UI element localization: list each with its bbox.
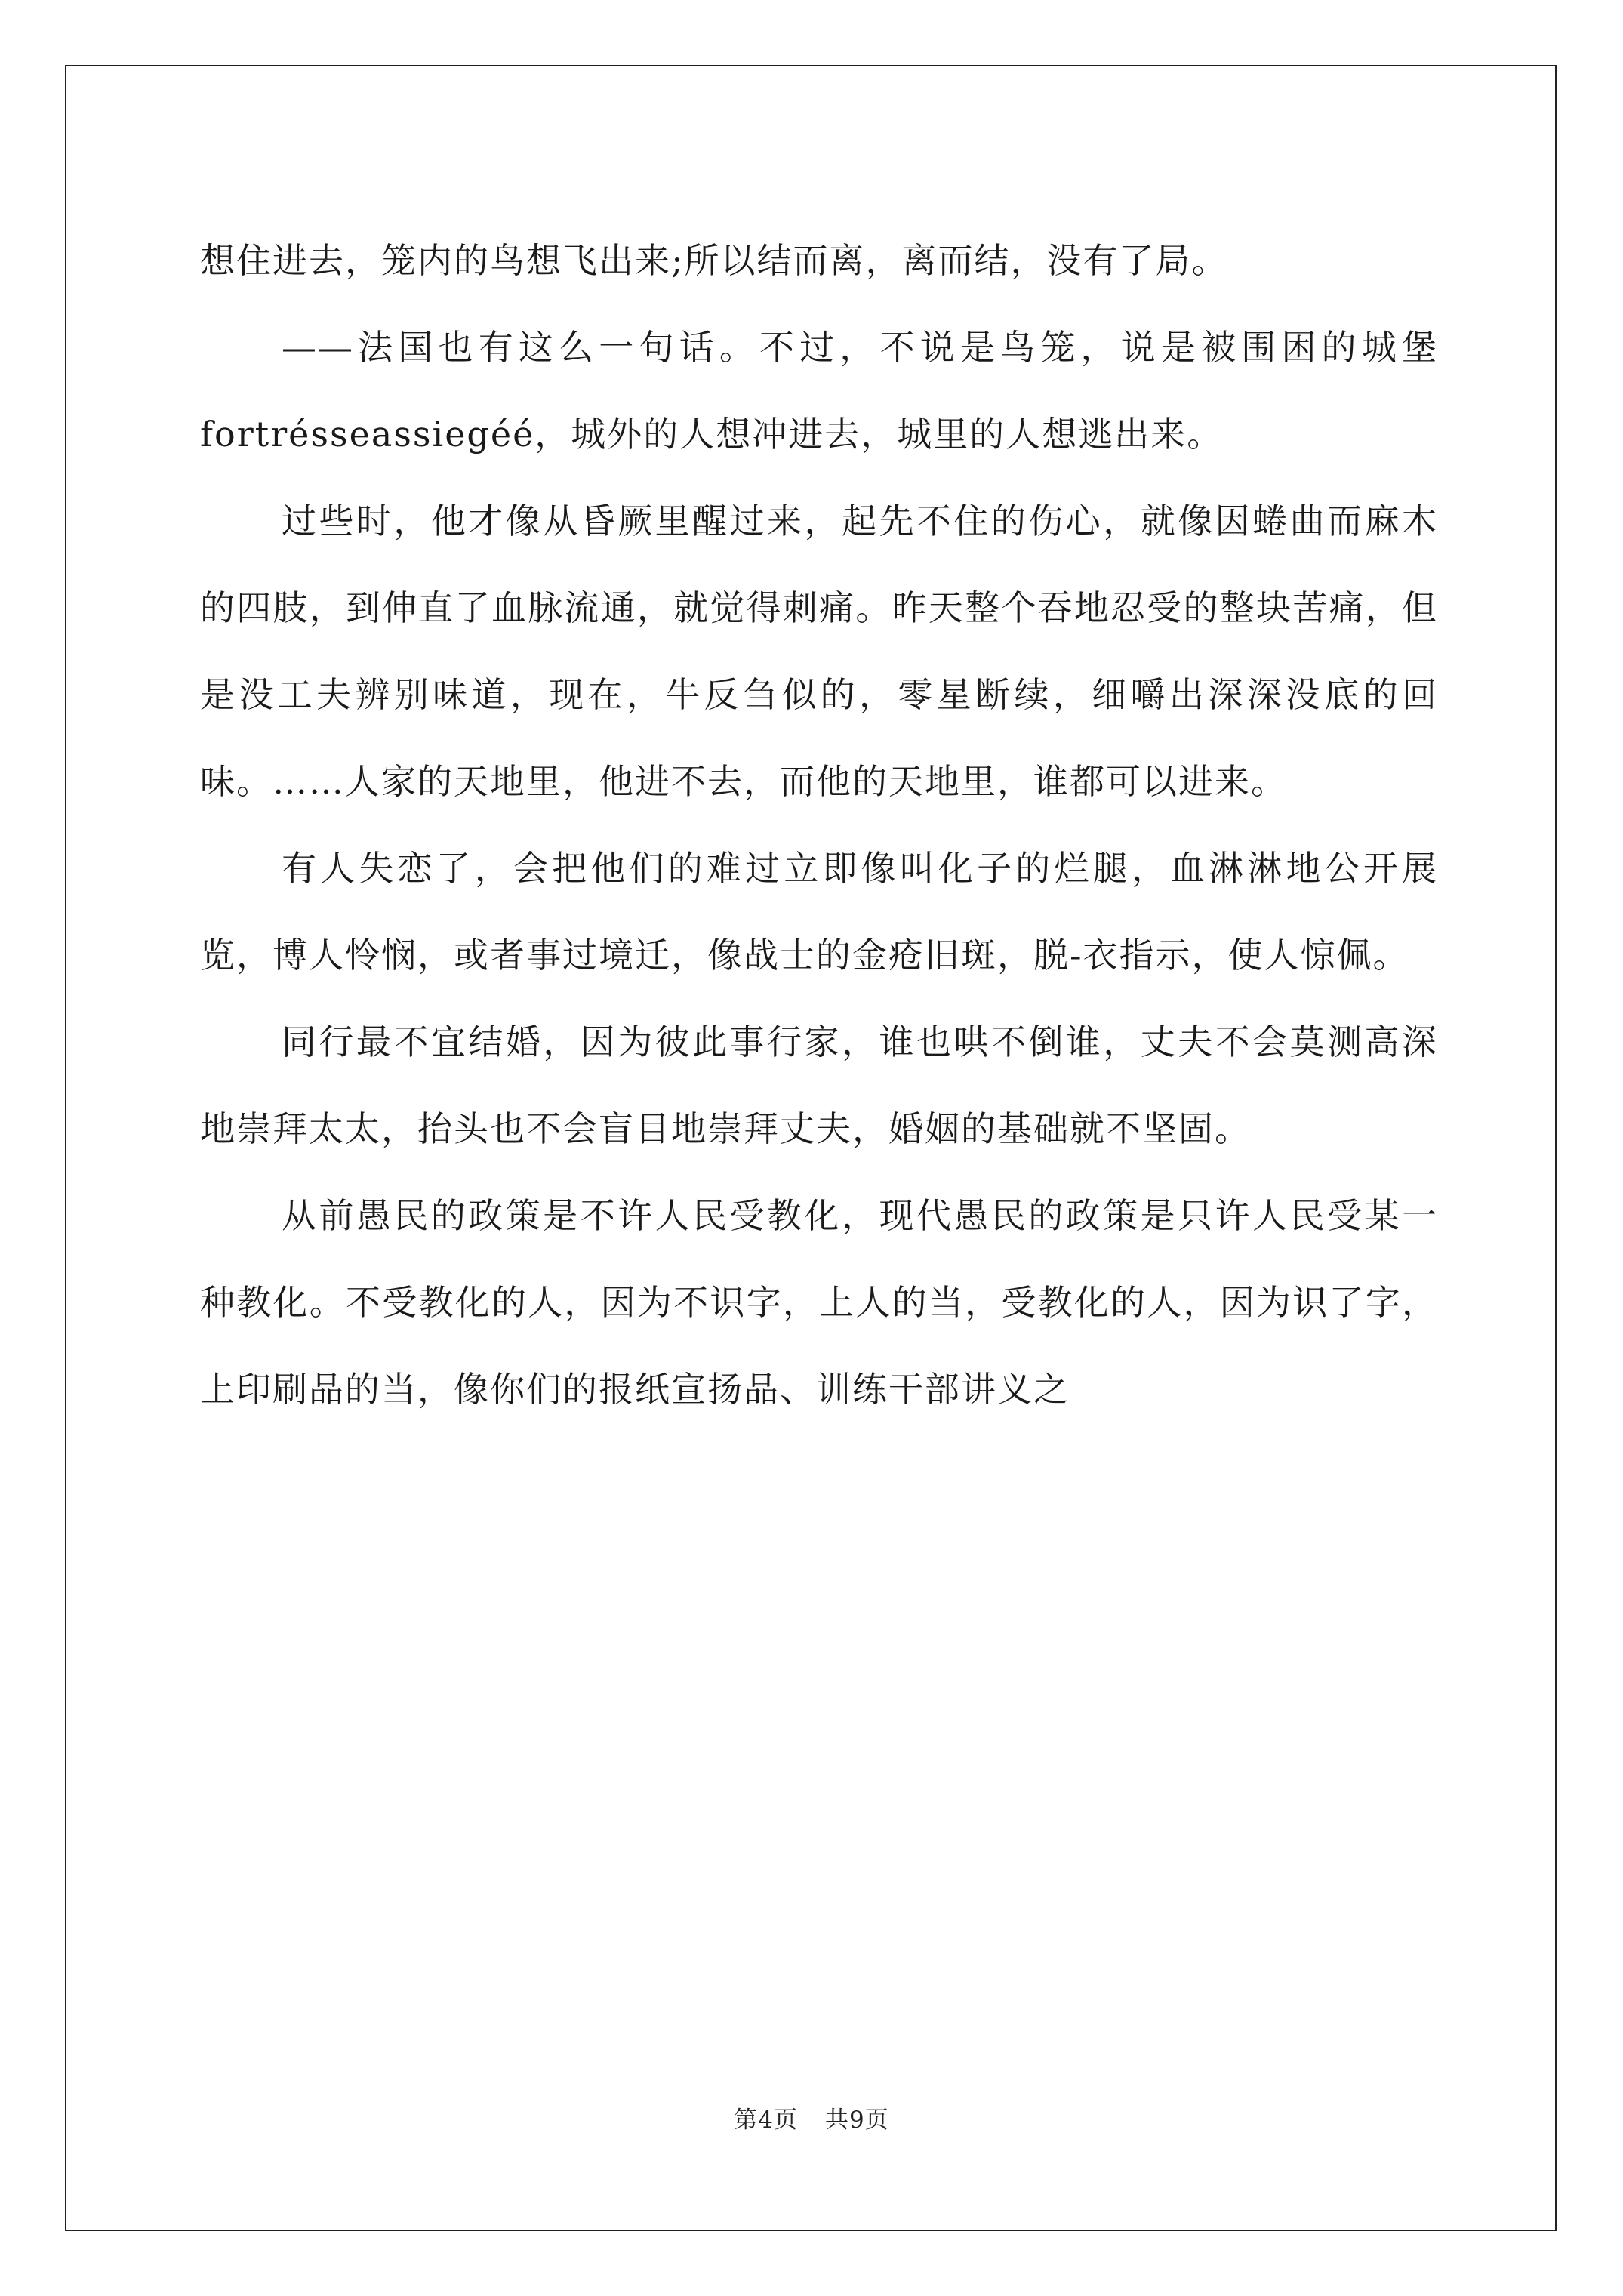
paragraph-3: 过些时，他才像从昏厥里醒过来，起先不住的伤心，就像因蜷曲而麻木的四肢，到伸直了血脉流通，就觉得刺痛。昨天整个吞地忍受的整块苦痛，但是没工夫辨别味道，现在，牛反刍似的，零星断续，细嚼出深深没底的回味。……人家的天地里，他进不去，而他的天地里，谁都可以进来。 (200, 501, 1438, 802)
page-number-current: 第4页 (734, 2106, 798, 2134)
page-number-total: 共9页 (825, 2106, 889, 2134)
paragraph-1: 想住进去，笼内的鸟想飞出来;所以结而离，离而结，没有了局。 (200, 240, 1228, 281)
paragraph-2: ——法国也有这么一句话。不过，不说是鸟笼，说是被围困的城堡 fortrésseassiegéé，城外的人想冲进去，城里的人想逃出来。 (200, 327, 1438, 455)
page-footer (0, 2100, 1623, 2134)
paragraph-6: 从前愚民的政策是不许人民受教化，现代愚民的政策是只许人民受某一种教化。不受教化的人，因为不识字，上人的当，受教化的人，因为识了字，上印刷品的当，像你们的报纸宣扬品、训练干部讲义之 (200, 1195, 1438, 1410)
paragraph-4: 有人失恋了，会把他们的难过立即像叫化子的烂腿，血淋淋地公开展览，博人怜悯，或者事过境迁，像战士的金疮旧斑，脱-衣指示，使人惊佩。 (200, 848, 1438, 975)
document-body (200, 217, 1438, 1433)
paragraph-5: 同行最不宜结婚，因为彼此事行家，谁也哄不倒谁，丈夫不会莫测高深地崇拜太太，抬头也不会盲目地崇拜丈夫，婚姻的基础就不坚固。 (200, 1022, 1438, 1149)
